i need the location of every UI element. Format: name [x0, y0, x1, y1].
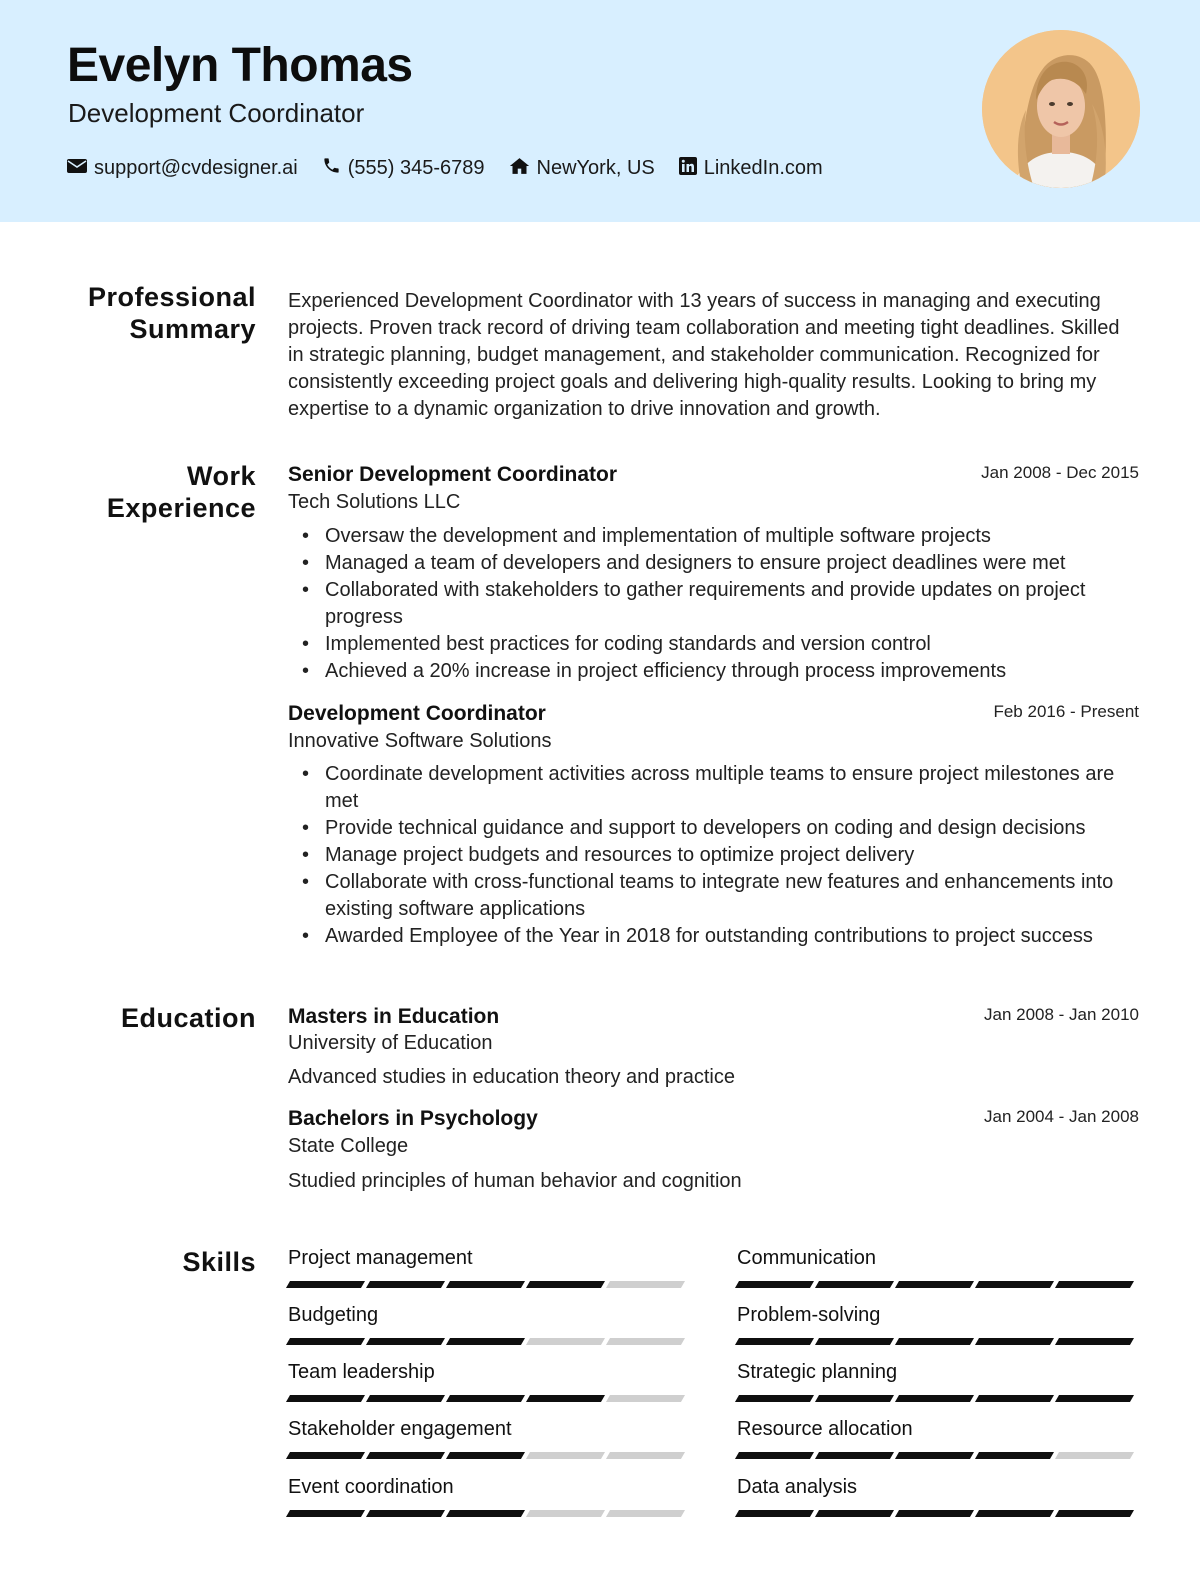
- degree-title: Bachelors in Psychology: [288, 1107, 538, 1130]
- skill-segment-filled: [286, 1338, 365, 1345]
- job-company: Tech Solutions LLC: [288, 491, 461, 513]
- skill-segment-filled: [446, 1510, 525, 1517]
- skill-segment-filled: [286, 1510, 365, 1517]
- skill-name: Strategic planning: [737, 1361, 898, 1383]
- section-label-line: Education: [120, 1003, 256, 1033]
- job-bullet: • Collaborate with cross-functional teams to integrate new features and enhancements into existing software applications: [288, 869, 1140, 923]
- job-bullet: • Oversaw the development and implementation of multiple software projects: [288, 523, 1140, 550]
- location-text: NewYork, US: [536, 157, 655, 179]
- skill-segment-filled: [895, 1395, 974, 1402]
- contact-linkedin[interactable]: [679, 157, 823, 181]
- skill-segment-empty: [606, 1452, 685, 1459]
- email-text: support@cvdesigner.ai: [94, 157, 298, 179]
- skill-segment-empty: [606, 1281, 685, 1288]
- skill-segment-filled: [446, 1452, 525, 1459]
- section-label-line: Summary: [129, 314, 256, 344]
- skill-segment-filled: [895, 1281, 974, 1288]
- skill-segment-filled: [526, 1281, 605, 1288]
- skill-item: [737, 1361, 1137, 1402]
- envelope-icon: [67, 157, 94, 180]
- degree-title: Masters in Education: [288, 1005, 500, 1028]
- skill-level-bar: [288, 1338, 688, 1345]
- skill-name: Communication: [737, 1247, 876, 1269]
- phone-text: (555) 345-6789: [347, 157, 485, 179]
- skill-name: Team leadership: [288, 1361, 435, 1383]
- skill-segment-filled: [895, 1510, 974, 1517]
- section-label-summary: [88, 281, 256, 345]
- job-bullet: • Provide technical guidance and support to developers on coding and design decisions: [288, 815, 1140, 842]
- skill-segment-filled: [366, 1452, 445, 1459]
- skill-segment-filled: [366, 1395, 445, 1402]
- job-title: Senior Development Coordinator: [288, 463, 618, 486]
- job-dates: Feb 2016 - Present: [993, 702, 1139, 721]
- skill-level-bar: [737, 1510, 1137, 1517]
- skill-segment-empty: [526, 1338, 605, 1345]
- skill-segment-empty: [606, 1395, 685, 1402]
- linkedin-text: LinkedIn.com: [703, 157, 823, 179]
- phone-icon: [322, 156, 348, 181]
- skill-segment-filled: [366, 1338, 445, 1345]
- skill-segment-filled: [735, 1510, 814, 1517]
- skill-segment-filled: [895, 1452, 974, 1459]
- header-banner: [0, 0, 1200, 222]
- candidate-name: Evelyn Thomas: [67, 39, 413, 92]
- skill-segment-empty: [526, 1510, 605, 1517]
- skill-level-bar: [737, 1452, 1137, 1459]
- contact-location: [509, 157, 655, 181]
- section-label-experience: [107, 460, 256, 524]
- skill-item: [288, 1418, 688, 1459]
- skill-item: [288, 1476, 688, 1517]
- contact-bar: [67, 156, 847, 181]
- skill-segment-filled: [815, 1338, 894, 1345]
- skill-name: Event coordination: [288, 1476, 454, 1498]
- section-label-line: Professional: [87, 282, 256, 312]
- job-title: Development Coordinator: [288, 702, 546, 725]
- job-bullet: • Managed a team of developers and designers to ensure project deadlines were met: [288, 550, 1140, 577]
- job-bullet-list: [288, 761, 1140, 950]
- skill-segment-filled: [366, 1510, 445, 1517]
- skill-item: [288, 1247, 688, 1288]
- skill-segment-filled: [975, 1395, 1054, 1402]
- skill-segment-filled: [1055, 1281, 1134, 1288]
- skill-segment-empty: [606, 1510, 685, 1517]
- job-bullet: • Achieved a 20% increase in project efficiency through process improvements: [288, 658, 1140, 685]
- skill-segment-filled: [526, 1395, 605, 1402]
- degree-description: Advanced studies in education theory and practice: [288, 1066, 735, 1088]
- skill-segment-filled: [286, 1395, 365, 1402]
- job-bullet: • Collaborated with stakeholders to gather requirements and provide updates on project progress: [288, 577, 1140, 631]
- degree-description: Studied principles of human behavior and cognition: [288, 1170, 742, 1192]
- skill-segment-filled: [1055, 1510, 1134, 1517]
- skill-item: [288, 1304, 688, 1345]
- summary-text: Experienced Development Coordinator with 13 years of success in managing and executing projects. Proven track record of driving team collaboration and meeting tight deadlines. Skilled in strategic planning, budget management, and stakeholder communication. Recognized for consistently exceeding project goals and delivering high-quality results. Looking to bring my expertise to a dynamic organization to drive innovation and growth.: [288, 290, 1120, 420]
- skill-segment-filled: [446, 1338, 525, 1345]
- skill-name: Data analysis: [737, 1476, 858, 1498]
- skill-segment-filled: [815, 1281, 894, 1288]
- degree-dates: Jan 2008 - Jan 2010: [983, 1005, 1139, 1024]
- skill-segment-filled: [1055, 1338, 1134, 1345]
- job-bullet: • Coordinate development activities across multiple teams to ensure project milestones are met: [288, 761, 1140, 815]
- job-bullet: • Awarded Employee of the Year in 2018 for outstanding contributions to project success: [288, 923, 1140, 950]
- skill-level-bar: [288, 1510, 688, 1517]
- skill-segment-filled: [286, 1281, 365, 1288]
- contact-email[interactable]: [67, 157, 298, 180]
- skill-segment-filled: [735, 1452, 814, 1459]
- skill-segment-filled: [735, 1338, 814, 1345]
- skill-level-bar: [737, 1281, 1137, 1288]
- skill-item: [737, 1476, 1137, 1517]
- section-label-education: [121, 1002, 256, 1034]
- section-label-line: Skills: [182, 1247, 256, 1277]
- job-bullet-list: [288, 523, 1140, 685]
- skill-segment-filled: [1055, 1395, 1134, 1402]
- skill-segment-filled: [815, 1452, 894, 1459]
- school-name: University of Education: [288, 1032, 493, 1054]
- skill-level-bar: [288, 1281, 688, 1288]
- degree-dates: Jan 2004 - Jan 2008: [983, 1107, 1139, 1126]
- skill-name: Stakeholder engagement: [288, 1418, 512, 1440]
- skill-segment-empty: [526, 1452, 605, 1459]
- skill-segment-filled: [815, 1510, 894, 1517]
- job-company: Innovative Software Solutions: [288, 730, 552, 752]
- school-name: State College: [288, 1135, 409, 1157]
- job-bullet: • Implemented best practices for coding standards and version control: [288, 631, 1140, 658]
- profile-photo: [982, 30, 1140, 188]
- skill-segment-filled: [446, 1395, 525, 1402]
- skill-item: [737, 1304, 1137, 1345]
- skill-name: Project management: [288, 1247, 473, 1269]
- skill-item: [737, 1247, 1137, 1288]
- skill-segment-filled: [975, 1281, 1054, 1288]
- skill-segment-filled: [975, 1510, 1054, 1517]
- skill-level-bar: [288, 1452, 688, 1459]
- section-label-skills: [182, 1246, 256, 1278]
- linkedin-icon: [679, 157, 704, 181]
- skill-level-bar: [288, 1395, 688, 1402]
- skill-segment-filled: [366, 1281, 445, 1288]
- job-dates: Jan 2008 - Dec 2015: [981, 463, 1139, 482]
- skill-segment-filled: [735, 1281, 814, 1288]
- skill-segment-filled: [815, 1395, 894, 1402]
- skill-segment-empty: [1055, 1452, 1134, 1459]
- job-bullet: • Manage project budgets and resources to optimize project delivery: [288, 842, 1140, 869]
- skill-level-bar: [737, 1338, 1137, 1345]
- skill-item: [288, 1361, 688, 1402]
- skill-segment-filled: [286, 1452, 365, 1459]
- skill-name: Budgeting: [288, 1304, 379, 1326]
- skill-name: Problem-solving: [737, 1304, 881, 1326]
- section-label-line: Work: [186, 461, 256, 491]
- contact-phone[interactable]: [322, 156, 485, 181]
- skill-segment-filled: [446, 1281, 525, 1288]
- home-icon: [509, 157, 537, 181]
- skill-item: [737, 1418, 1137, 1459]
- candidate-title: Development Coordinator: [68, 98, 365, 128]
- skill-segment-empty: [606, 1338, 685, 1345]
- skill-level-bar: [737, 1395, 1137, 1402]
- skill-name: Resource allocation: [737, 1418, 913, 1440]
- skill-segment-filled: [975, 1452, 1054, 1459]
- skill-segment-filled: [895, 1338, 974, 1345]
- skill-segment-filled: [735, 1395, 814, 1402]
- skill-segment-filled: [975, 1338, 1054, 1345]
- section-label-line: Experience: [106, 493, 256, 523]
